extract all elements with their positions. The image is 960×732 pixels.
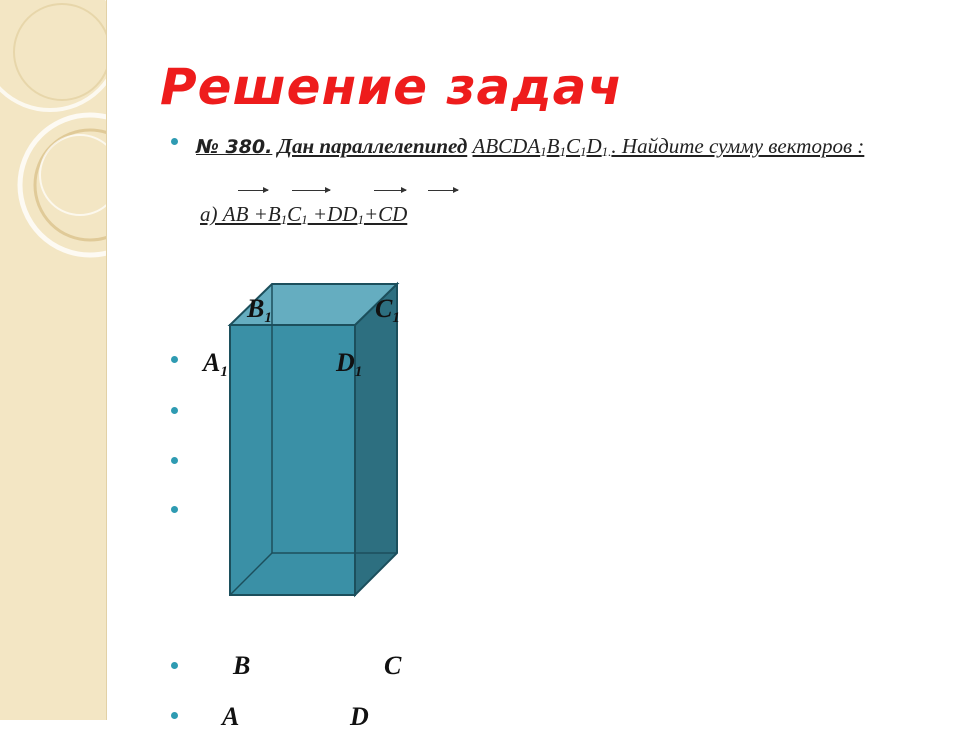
- vertex-letter: A: [222, 702, 240, 731]
- pp-sub: 1: [559, 144, 566, 159]
- pp-sub: 1: [540, 144, 547, 159]
- sub: 1: [357, 212, 364, 227]
- pp-c: C: [565, 134, 580, 158]
- vertex-a1: [203, 348, 228, 381]
- vertex-letter: B: [247, 294, 265, 323]
- slide-title: Решение задач: [160, 58, 623, 116]
- box-side-face: [355, 284, 397, 595]
- pp-sub: 1.: [601, 144, 612, 159]
- part-a-start: а) AB +B: [200, 202, 281, 226]
- sub: 1: [301, 212, 308, 227]
- vertex-b1: [247, 294, 272, 327]
- vertex-d: [350, 702, 369, 732]
- vertex-b: [233, 651, 250, 681]
- vertex-letter: C: [384, 651, 402, 680]
- vertex-letter: A: [203, 348, 221, 377]
- pp-d: D: [586, 134, 602, 158]
- vertex-a: [222, 702, 239, 732]
- problem-task: . Найдите сумму векторов :: [611, 134, 865, 158]
- pp-b: B: [546, 134, 560, 158]
- part-a-end: +CD: [363, 202, 408, 226]
- vertex-sub: 1: [220, 364, 228, 380]
- vertex-letter: C: [375, 294, 393, 323]
- part-a-c: C: [287, 202, 302, 226]
- pp-a: ABCDA: [472, 134, 541, 158]
- vertex-sub: 1: [392, 310, 400, 326]
- pp-sub: 1: [580, 144, 587, 159]
- problem-intro: Дан параллелепипед: [277, 134, 468, 158]
- part-a-dd: +DD: [307, 202, 358, 226]
- vertex-letter: B: [233, 651, 251, 680]
- vertex-letter: D: [350, 702, 369, 731]
- vertex-sub: 1: [354, 364, 363, 380]
- vertex-d1: [336, 348, 362, 381]
- sub: 1: [280, 212, 288, 227]
- vertex-sub: 1: [264, 310, 272, 326]
- vertex-c1: [375, 294, 400, 327]
- vertex-letter: D: [336, 348, 355, 377]
- vertex-c: [384, 651, 401, 681]
- problem-number: № 380.: [196, 136, 273, 158]
